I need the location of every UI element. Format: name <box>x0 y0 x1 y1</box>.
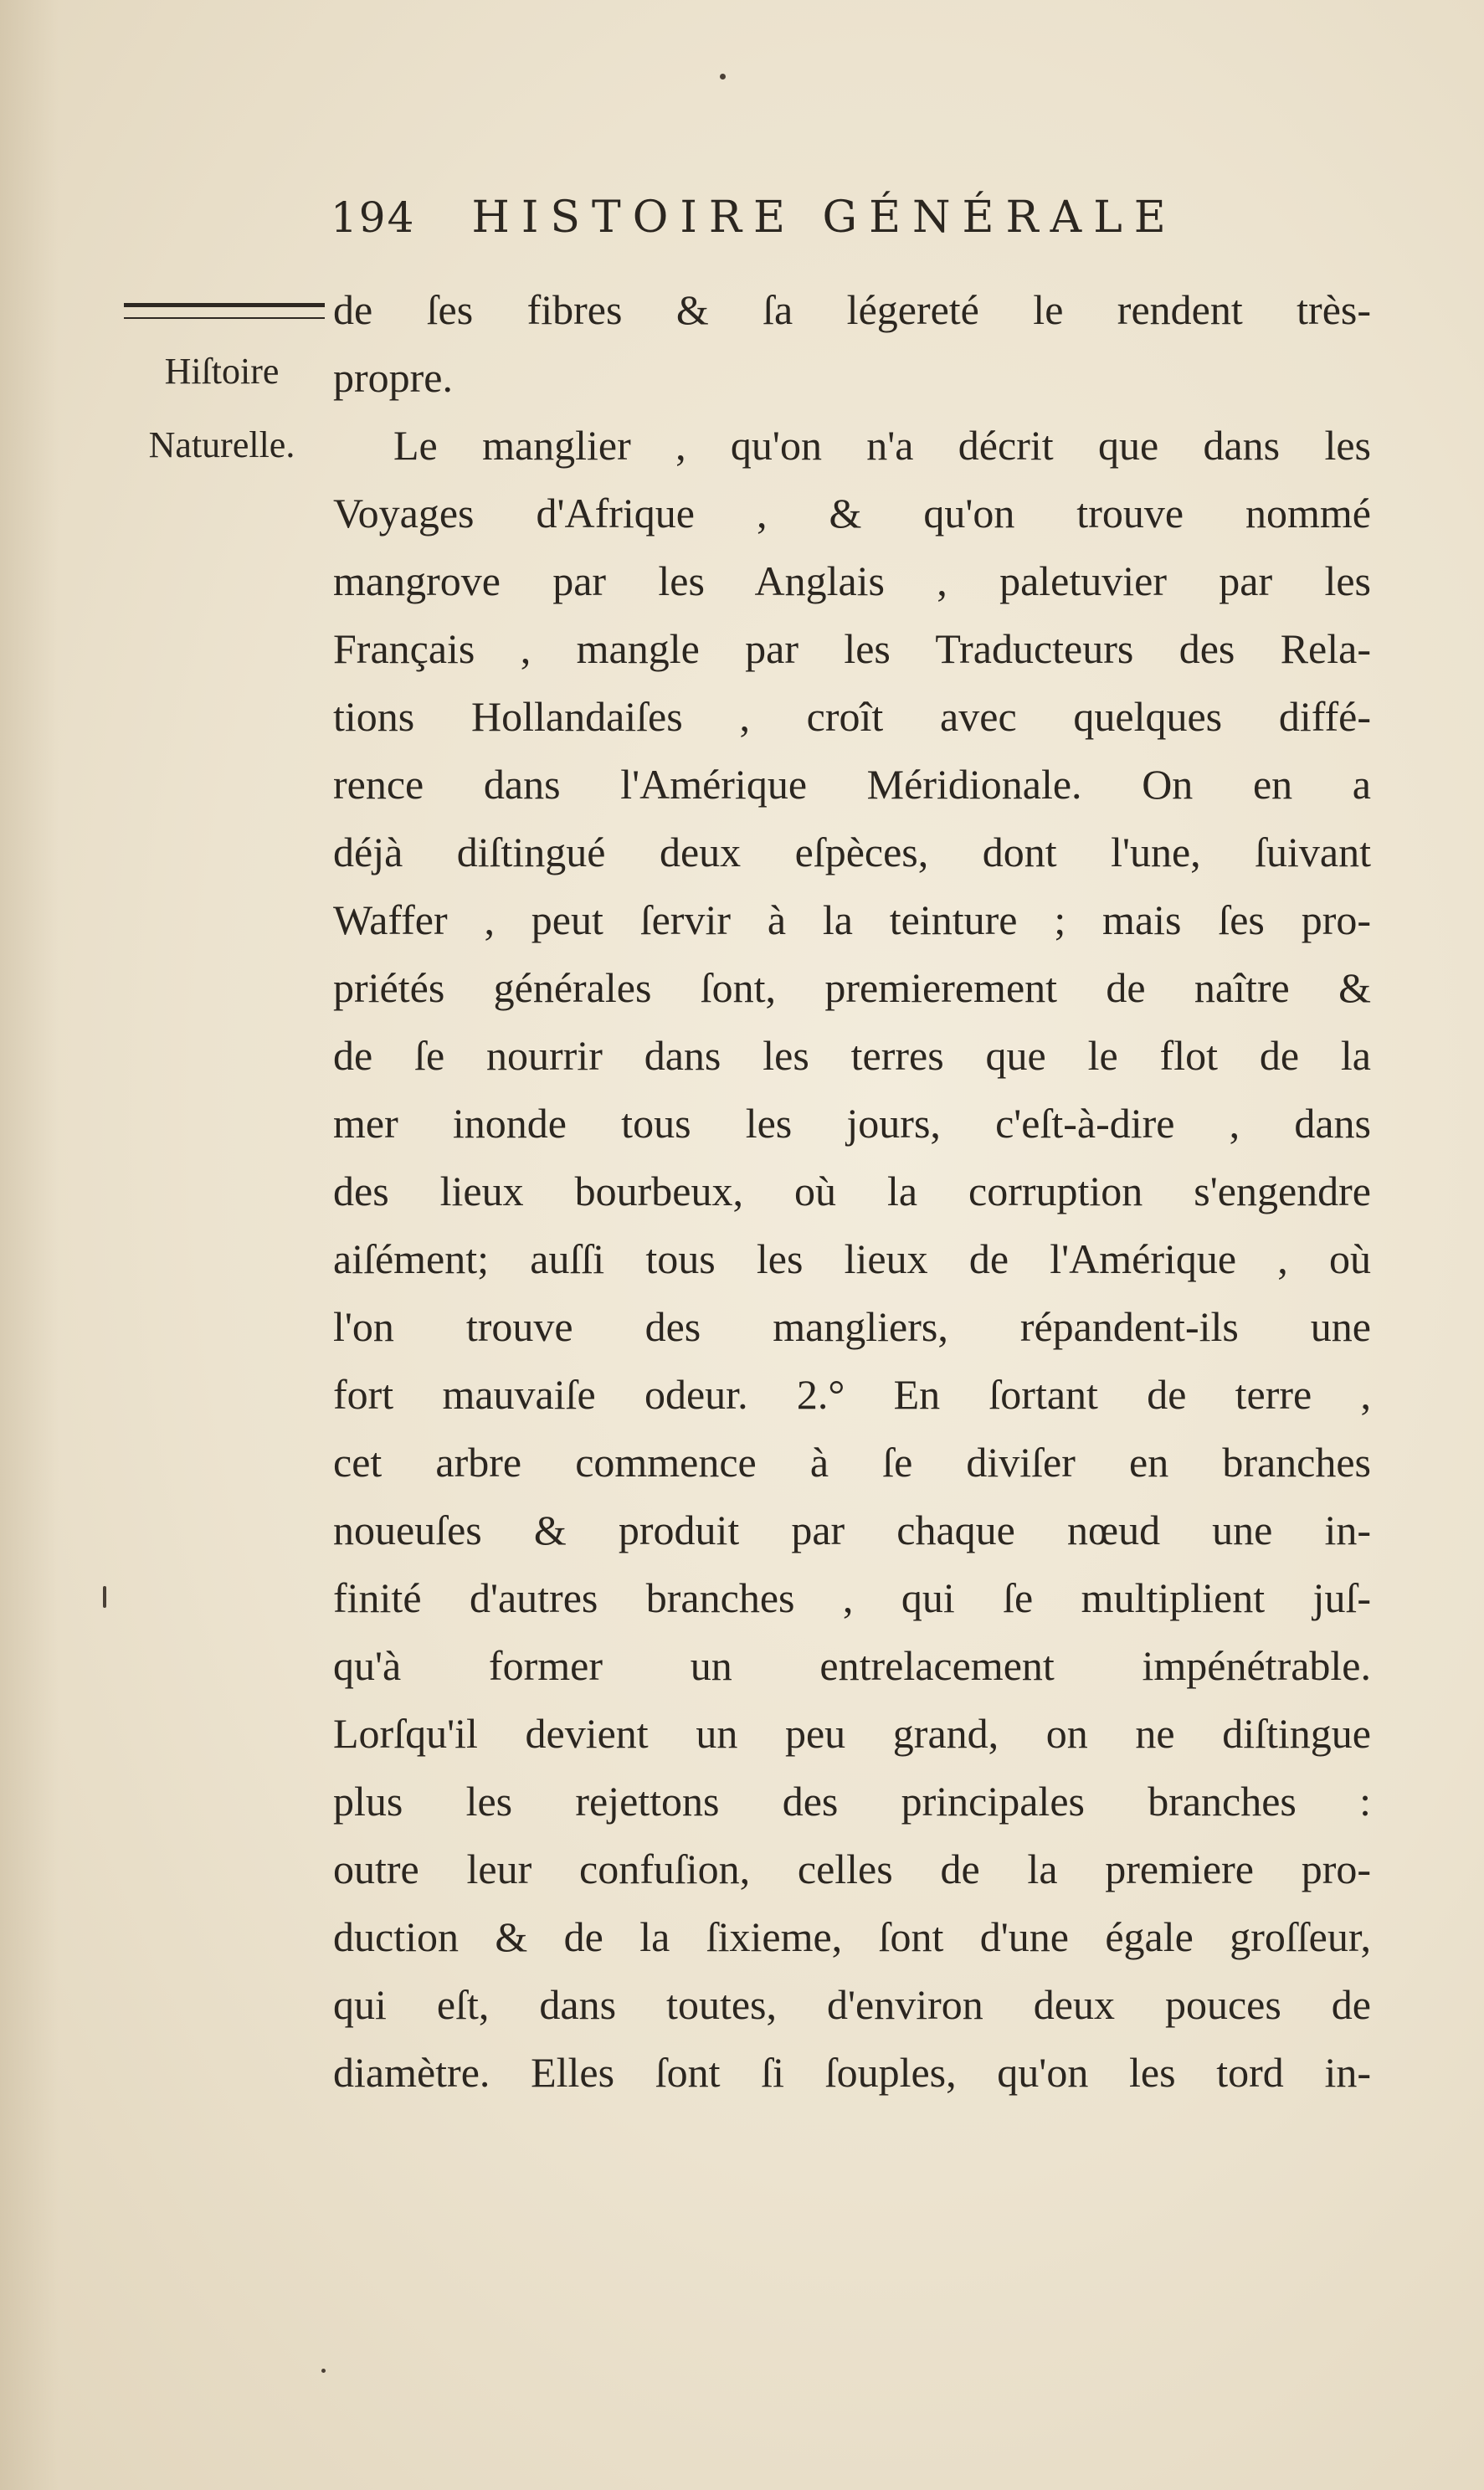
text-line: propre. <box>333 354 453 401</box>
text-line: qui eſt, dans toutes, d'environ deux pouces de <box>333 1981 1371 2028</box>
text-line: outre leur confuſion, celles de la premiere pro- <box>333 1846 1371 1892</box>
text-line: duction & de la ſixieme, ſont d'une égale groſſeur, <box>333 1913 1371 1960</box>
running-head <box>331 193 1419 251</box>
page-number: 194 <box>331 193 416 242</box>
text-line: Le manglier , qu'on n'a décrit que dans les <box>393 422 1371 469</box>
text-line: l'on trouve des mangliers, répandent-ils une <box>333 1303 1371 1350</box>
text-line: qu'à former un entrelacement impénétrable. <box>333 1642 1371 1689</box>
margin-note-line: Naturelle. <box>148 424 295 465</box>
text-line: Français , mangle par les Traducteurs des Rela- <box>333 625 1371 672</box>
text-line: mangrove par les Anglais , paletuvier par les <box>333 557 1371 604</box>
running-title: HISTOIRE GÉNÉRALE <box>471 193 1178 243</box>
text-line: cet arbre commence à ſe diviſer en branches <box>333 1439 1371 1486</box>
paper-speck <box>321 2369 326 2373</box>
text-line: de ſes fibres & ſa légereté le rendent très- <box>333 286 1371 333</box>
paper-speck <box>720 74 726 80</box>
text-line: noueuſes & produit par chaque nœud une in- <box>333 1507 1371 1553</box>
margin-note-line: Hiſtoire <box>164 351 280 392</box>
text-line: de ſe nourrir dans les terres que le flot de la <box>333 1032 1371 1079</box>
text-line: rence dans l'Amérique Méridionale. On en a <box>333 761 1371 808</box>
text-line: déjà diſtingué deux eſpèces, dont l'une, ſuivant <box>333 829 1371 875</box>
body-text <box>333 276 1371 2107</box>
text-line: Voyages d'Afrique , & qu'on trouve nommé <box>333 490 1371 537</box>
text-line: tions Hollandaiſes , croît avec quelques diffé- <box>333 693 1371 740</box>
text-line: finité d'autres branches , qui ſe multiplient juſ- <box>333 1574 1371 1621</box>
text-line: diamètre. Elles ſont ſi ſouples, qu'on les tord in- <box>333 2049 1371 2096</box>
text-line: mer inonde tous les jours, c'eſt-à-dire , dans <box>333 1100 1371 1147</box>
text-line: des lieux bourbeux, où la corruption s'engendre <box>333 1168 1371 1214</box>
text-line: Waffer , peut ſervir à la teinture ; mais ſes pro- <box>333 896 1371 943</box>
text-line: aiſément; auſſi tous les lieux de l'Amérique , où <box>333 1235 1371 1282</box>
paper-speck <box>103 1586 106 1608</box>
page-gutter-shadow <box>0 0 59 2490</box>
text-line: fort mauvaiſe odeur. 2.° En ſortant de terre , <box>333 1371 1371 1418</box>
margin-rule <box>124 303 325 319</box>
text-line: Lorſqu'il devient un peu grand, on ne diſtingue <box>333 1710 1371 1757</box>
text-line: priétés générales ſont, premierement de naître & <box>333 964 1371 1011</box>
text-line: plus les rejettons des principales branches : <box>333 1778 1371 1825</box>
margin-note <box>117 335 326 482</box>
